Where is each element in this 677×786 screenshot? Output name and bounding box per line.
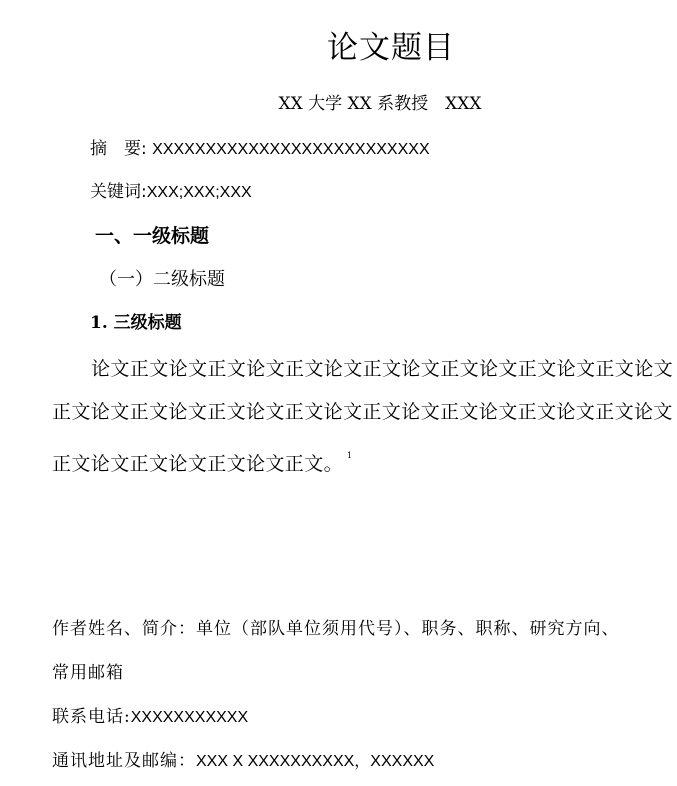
address-value: XXX X XXXXXXXXXX，XXXXXX bbox=[196, 753, 435, 770]
phone-value: XXXXXXXXXXX bbox=[130, 709, 249, 726]
author-intro-line-1: 作者姓名、简介：单位（部队单位须用代号）、职务、职称、研究方向、 bbox=[52, 619, 620, 639]
abstract-value: XXXXXXXXXXXXXXXXXXXXXXXXXX bbox=[152, 141, 430, 158]
paper-title: 论文题目 bbox=[327, 30, 455, 66]
address-label: 通讯地址及邮编： bbox=[52, 751, 196, 771]
abstract-separator: : bbox=[141, 139, 147, 159]
body-text: 论文正文论文正文论文正文论文正文论文正文论文正文论文正文论文正文论文正文论文正文论文正文论文正文论文正文论文正文论文正文论文正文论文正文论文正文论文正文。 bbox=[52, 358, 674, 475]
abstract-line bbox=[90, 137, 430, 162]
keywords-label: 关键词 bbox=[90, 182, 141, 202]
phone-label: 联系电话: bbox=[52, 707, 131, 727]
author-line: XX 大学 XX 系教授 XXX bbox=[278, 94, 482, 114]
phone-line bbox=[52, 705, 248, 730]
abstract-label: 摘 要 bbox=[90, 139, 141, 159]
heading-level-3: 1. 三级标题 bbox=[90, 313, 182, 333]
address-line bbox=[52, 749, 434, 774]
author-intro-line-2: 常用邮箱 bbox=[52, 663, 124, 683]
keywords-value: XXX;XXX;XXX bbox=[146, 184, 252, 201]
footnote-mark: 1 bbox=[347, 451, 353, 460]
heading-level-1: 一、一级标题 bbox=[95, 225, 210, 247]
keywords-line bbox=[90, 180, 252, 205]
keywords-separator: : bbox=[141, 182, 147, 202]
body-paragraph bbox=[52, 348, 674, 486]
heading-level-2: （一）二级标题 bbox=[99, 269, 225, 290]
